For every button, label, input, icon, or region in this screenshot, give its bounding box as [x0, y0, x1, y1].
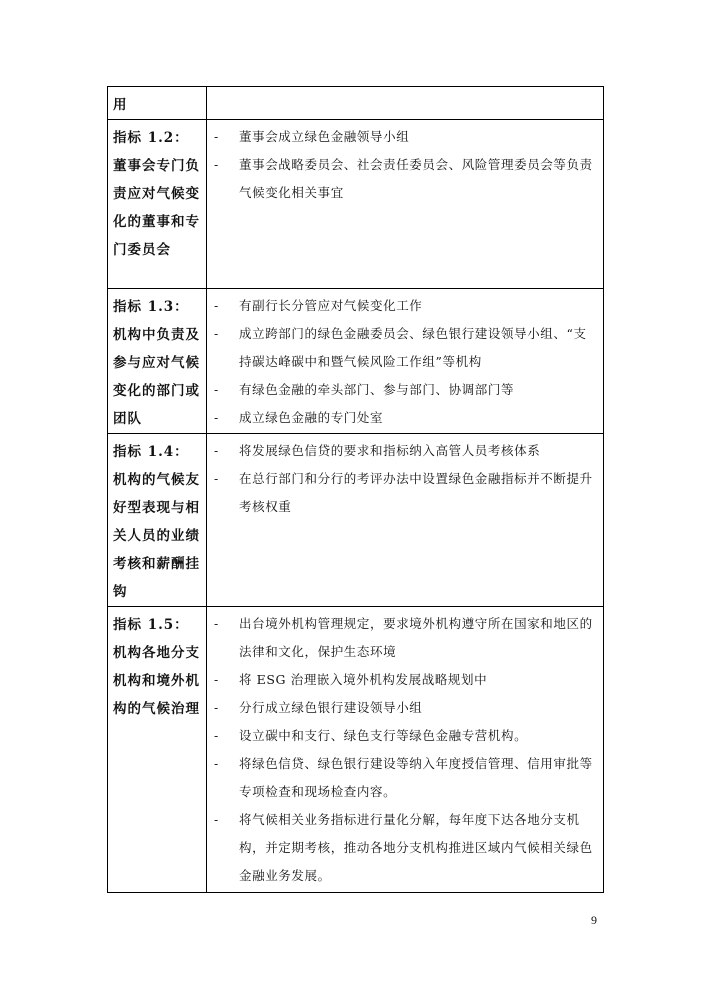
list-item — [214, 151, 599, 207]
indicator-cell — [108, 289, 207, 434]
indicator-label: 用 — [113, 97, 128, 113]
list-item-text: 有绿色金融的牵头部门、参与部门、协调部门等 — [239, 382, 515, 397]
indicator-label: 指标 1.4：机构的气候友好型表现与相关人员的业绩考核和薪酬挂钩 — [113, 444, 200, 600]
table-row — [108, 289, 604, 434]
bullet-dash: - — [214, 471, 219, 486]
table-row — [108, 607, 604, 893]
list-item — [214, 123, 599, 151]
indicator-cell — [108, 120, 207, 289]
table-body — [108, 87, 604, 893]
measures-list — [214, 610, 599, 890]
table-row — [108, 434, 604, 607]
bullet-dash: - — [214, 410, 219, 425]
list-item — [214, 404, 599, 432]
indicator-label: 指标 1.2：董事会专门负责应对气候变化的董事和专门委员会 — [113, 130, 200, 258]
list-item — [214, 465, 599, 521]
bullet-dash: - — [214, 129, 219, 144]
indicator-cell — [108, 607, 207, 893]
indicator-cell — [108, 434, 207, 607]
bullet-dash: - — [214, 443, 219, 458]
list-item-text: 有副行长分管应对气候变化工作 — [239, 298, 423, 313]
measures-list — [214, 437, 599, 521]
list-item-text: 将绿色信贷、绿色银行建设等纳入年度授信管理、信用审批等专项检查和现场检查内容。 — [239, 756, 593, 799]
list-item-text: 董事会战略委员会、社会责任委员会、风险管理委员会等负责气候变化相关事宜 — [239, 157, 593, 200]
measures-cell — [207, 120, 604, 289]
list-item-text: 设立碳中和支行、绿色支行等绿色金融专营机构。 — [239, 728, 528, 743]
list-item-text: 在总行部门和分行的考评办法中设置绿色金融指标并不断提升考核权重 — [239, 471, 593, 514]
measures-cell — [207, 607, 604, 893]
table-row — [108, 87, 604, 120]
measures-cell — [207, 87, 604, 120]
indicator-table — [107, 86, 604, 893]
list-item — [214, 320, 599, 376]
bullet-dash: - — [214, 326, 219, 341]
measures-cell — [207, 434, 604, 607]
indicator-label: 指标 1.5：机构各地分支机构和境外机构的气候治理 — [113, 617, 200, 717]
bullet-dash: - — [214, 382, 219, 397]
list-item-text: 出台境外机构管理规定，要求境外机构遵守所在国家和地区的法律和文化，保护生态环境 — [239, 616, 593, 659]
bullet-dash: - — [214, 298, 219, 313]
page-number: 9 — [591, 913, 597, 927]
bullet-dash: - — [214, 157, 219, 172]
list-item-text: 将气候相关业务指标进行量化分解，每年度下达各地分支机构，并定期考核，推动各地分支机构推进区域内气候相关绿色金融业务发展。 — [239, 812, 593, 883]
list-item — [214, 437, 599, 465]
bullet-dash: - — [214, 616, 219, 631]
bullet-dash: - — [214, 700, 219, 715]
list-item — [214, 666, 599, 694]
list-item — [214, 722, 599, 750]
list-item-text: 成立跨部门的绿色金融委员会、绿色银行建设领导小组、“支持碳达峰碳中和暨气候风险工作组”等机构 — [239, 326, 587, 369]
list-item — [214, 806, 599, 890]
bullet-dash: - — [214, 672, 219, 687]
bullet-dash: - — [214, 812, 219, 827]
list-item-text: 将 ESG 治理嵌入境外机构发展战略规划中 — [239, 672, 488, 687]
list-item — [214, 610, 599, 666]
bullet-dash: - — [214, 728, 219, 743]
measures-list — [214, 123, 599, 207]
table-row — [108, 120, 604, 289]
measures-list — [214, 292, 599, 432]
list-item — [214, 694, 599, 722]
bullet-dash: - — [214, 756, 219, 771]
list-item — [214, 376, 599, 404]
measures-cell — [207, 289, 604, 434]
indicator-label: 指标 1.3：机构中负责及参与应对气候变化的部门或团队 — [113, 299, 200, 427]
list-item-text: 分行成立绿色银行建设领导小组 — [239, 700, 423, 715]
list-item — [214, 750, 599, 806]
list-item — [214, 292, 599, 320]
list-item-text: 将发展绿色信贷的要求和指标纳入高管人员考核体系 — [239, 443, 541, 458]
list-item-text: 成立绿色金融的专门处室 — [239, 410, 384, 425]
indicator-cell — [108, 87, 207, 120]
list-item-text: 董事会成立绿色金融领导小组 — [239, 129, 410, 144]
